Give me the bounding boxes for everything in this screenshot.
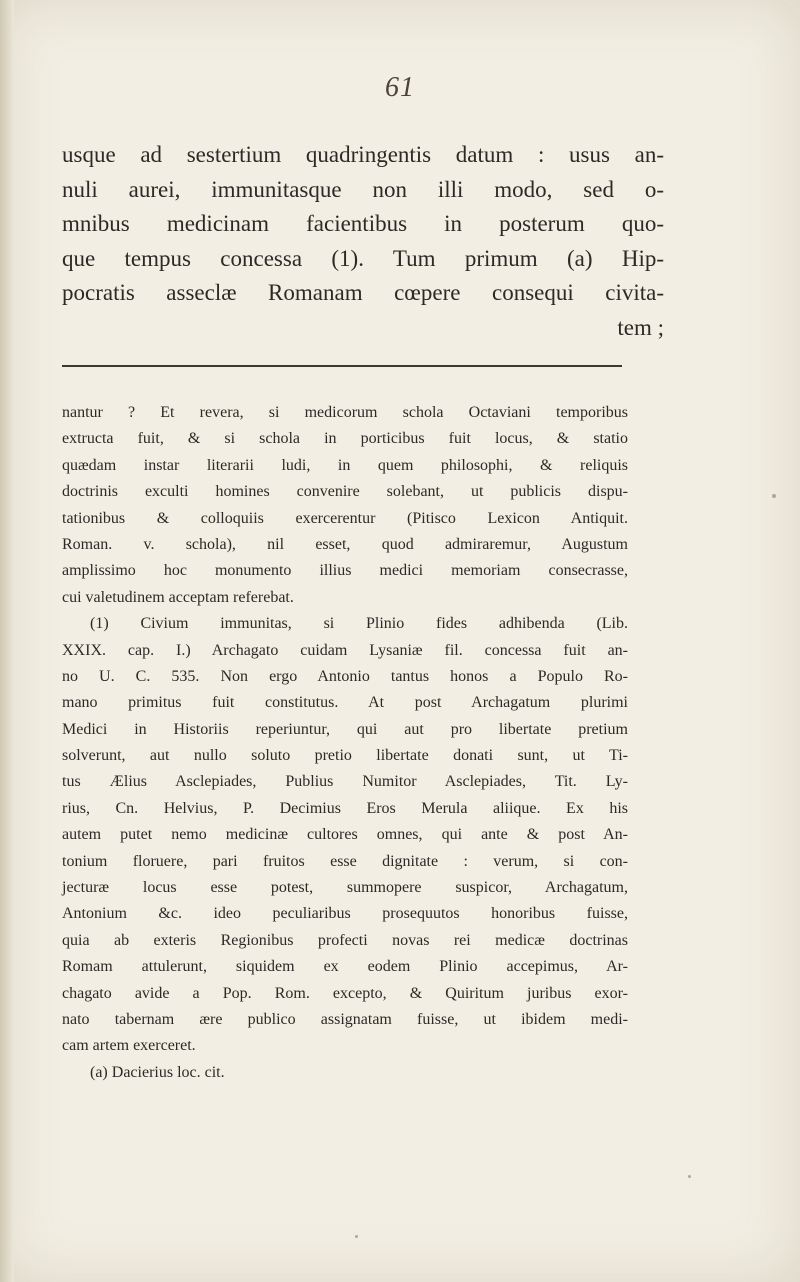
page-gutter: [0, 0, 14, 1282]
footnote-line: cui valetudinem acceptam referebat.: [62, 588, 294, 606]
main-text-line: mnibus medicinam facientibus in posterum quo-: [62, 211, 664, 236]
main-text-block: [62, 138, 664, 345]
footnote-line: Romam attulerunt, siquidem ex eodem Plinio accepimus, Ar-: [62, 958, 628, 976]
main-text-line: usque ad sestertium quadringentis datum : usus an-: [62, 142, 664, 167]
footnote-line: (a) Dacierius loc. cit.: [90, 1063, 225, 1081]
main-text-line: que tempus concessa (1). Tum primum (a) Hip-: [62, 245, 664, 271]
footnote-line: nantur ? Et revera, si medicorum schola Octaviani temporibus: [62, 404, 628, 421]
footnote-line: chagato avide a Pop. Rom. excepto, & Quiritum juribus exor-: [62, 984, 628, 1002]
page-number: 61: [385, 72, 415, 103]
paper-speck: [772, 494, 776, 498]
footnote-line: solverunt, aut nullo soluto pretio libertate donati sunt, ut Ti-: [62, 747, 628, 765]
footnote-line: nato tabernam ære publico assignatam fuisse, ut ibidem medi-: [62, 1010, 628, 1028]
footnote-line: tationibus & colloquiis exercerentur (Pitisco Lexicon Antiquit.: [62, 509, 628, 527]
footnote-line: jecturæ locus esse potest, summopere suspicor, Archagatum,: [62, 879, 628, 897]
main-text-line: tem ;: [617, 314, 664, 340]
footnote-line: cam artem exerceret.: [62, 1037, 196, 1055]
footnote-line: Medici in Historiis reperiuntur, qui aut pro libertate pretium: [62, 720, 628, 738]
paper-speck: [355, 1235, 358, 1238]
main-text-line: pocratis asseclæ Romanam cœpere consequi civita-: [62, 280, 664, 305]
footnote-separator-rule: [62, 365, 622, 367]
footnote-line: Roman. v. schola), nil esset, quod admiraremur, Augustum: [62, 535, 628, 553]
footnote-line: tonium floruere, pari fruitos esse dignitate : verum, si con-: [62, 852, 628, 870]
footnote-line: tus Ælius Asclepiades, Publius Numitor Asclepiades, Tit. Ly-: [62, 773, 628, 791]
main-text-line: nuli aurei, immunitasque non illi modo, sed o-: [62, 176, 664, 202]
footnote-line: amplissimo hoc monumento illius medici memoriam consecrasse,: [62, 562, 628, 580]
footnotes-block: [62, 400, 628, 1086]
footnote-line: (1) Civium immunitas, si Plinio fides adhibenda (Lib.: [90, 615, 628, 633]
footnote-line: doctrinis exculti homines convenire solebant, ut publicis dispu-: [62, 483, 628, 501]
footnote-line: autem putet nemo medicinæ cultores omnes, qui ante & post An-: [62, 826, 628, 844]
footnote-line: no U. C. 535. Non ergo Antonio tantus honos a Populo Ro-: [62, 667, 628, 685]
paper-speck: [688, 1175, 691, 1178]
footnote-line: rius, Cn. Helvius, P. Decimius Eros Merula aliique. Ex his: [62, 799, 628, 817]
footnote-line: mano primitus fuit constitutus. At post Archagatum plurimi: [62, 694, 628, 712]
footnote-line: quia ab exteris Regionibus profecti novas rei medicæ doctrinas: [62, 931, 628, 949]
footnote-line: quædam instar literarii ludi, in quem philosophi, & reliquis: [62, 456, 628, 474]
footnote-line: Antonium &c. ideo peculiaribus prosequutos honoribus fuisse,: [62, 905, 628, 923]
footnote-line: XXIX. cap. I.) Archagato cuidam Lysaniæ fil. concessa fuit an-: [62, 641, 628, 659]
footnote-line: extructa fuit, & si schola in porticibus fuit locus, & statio: [62, 430, 628, 448]
